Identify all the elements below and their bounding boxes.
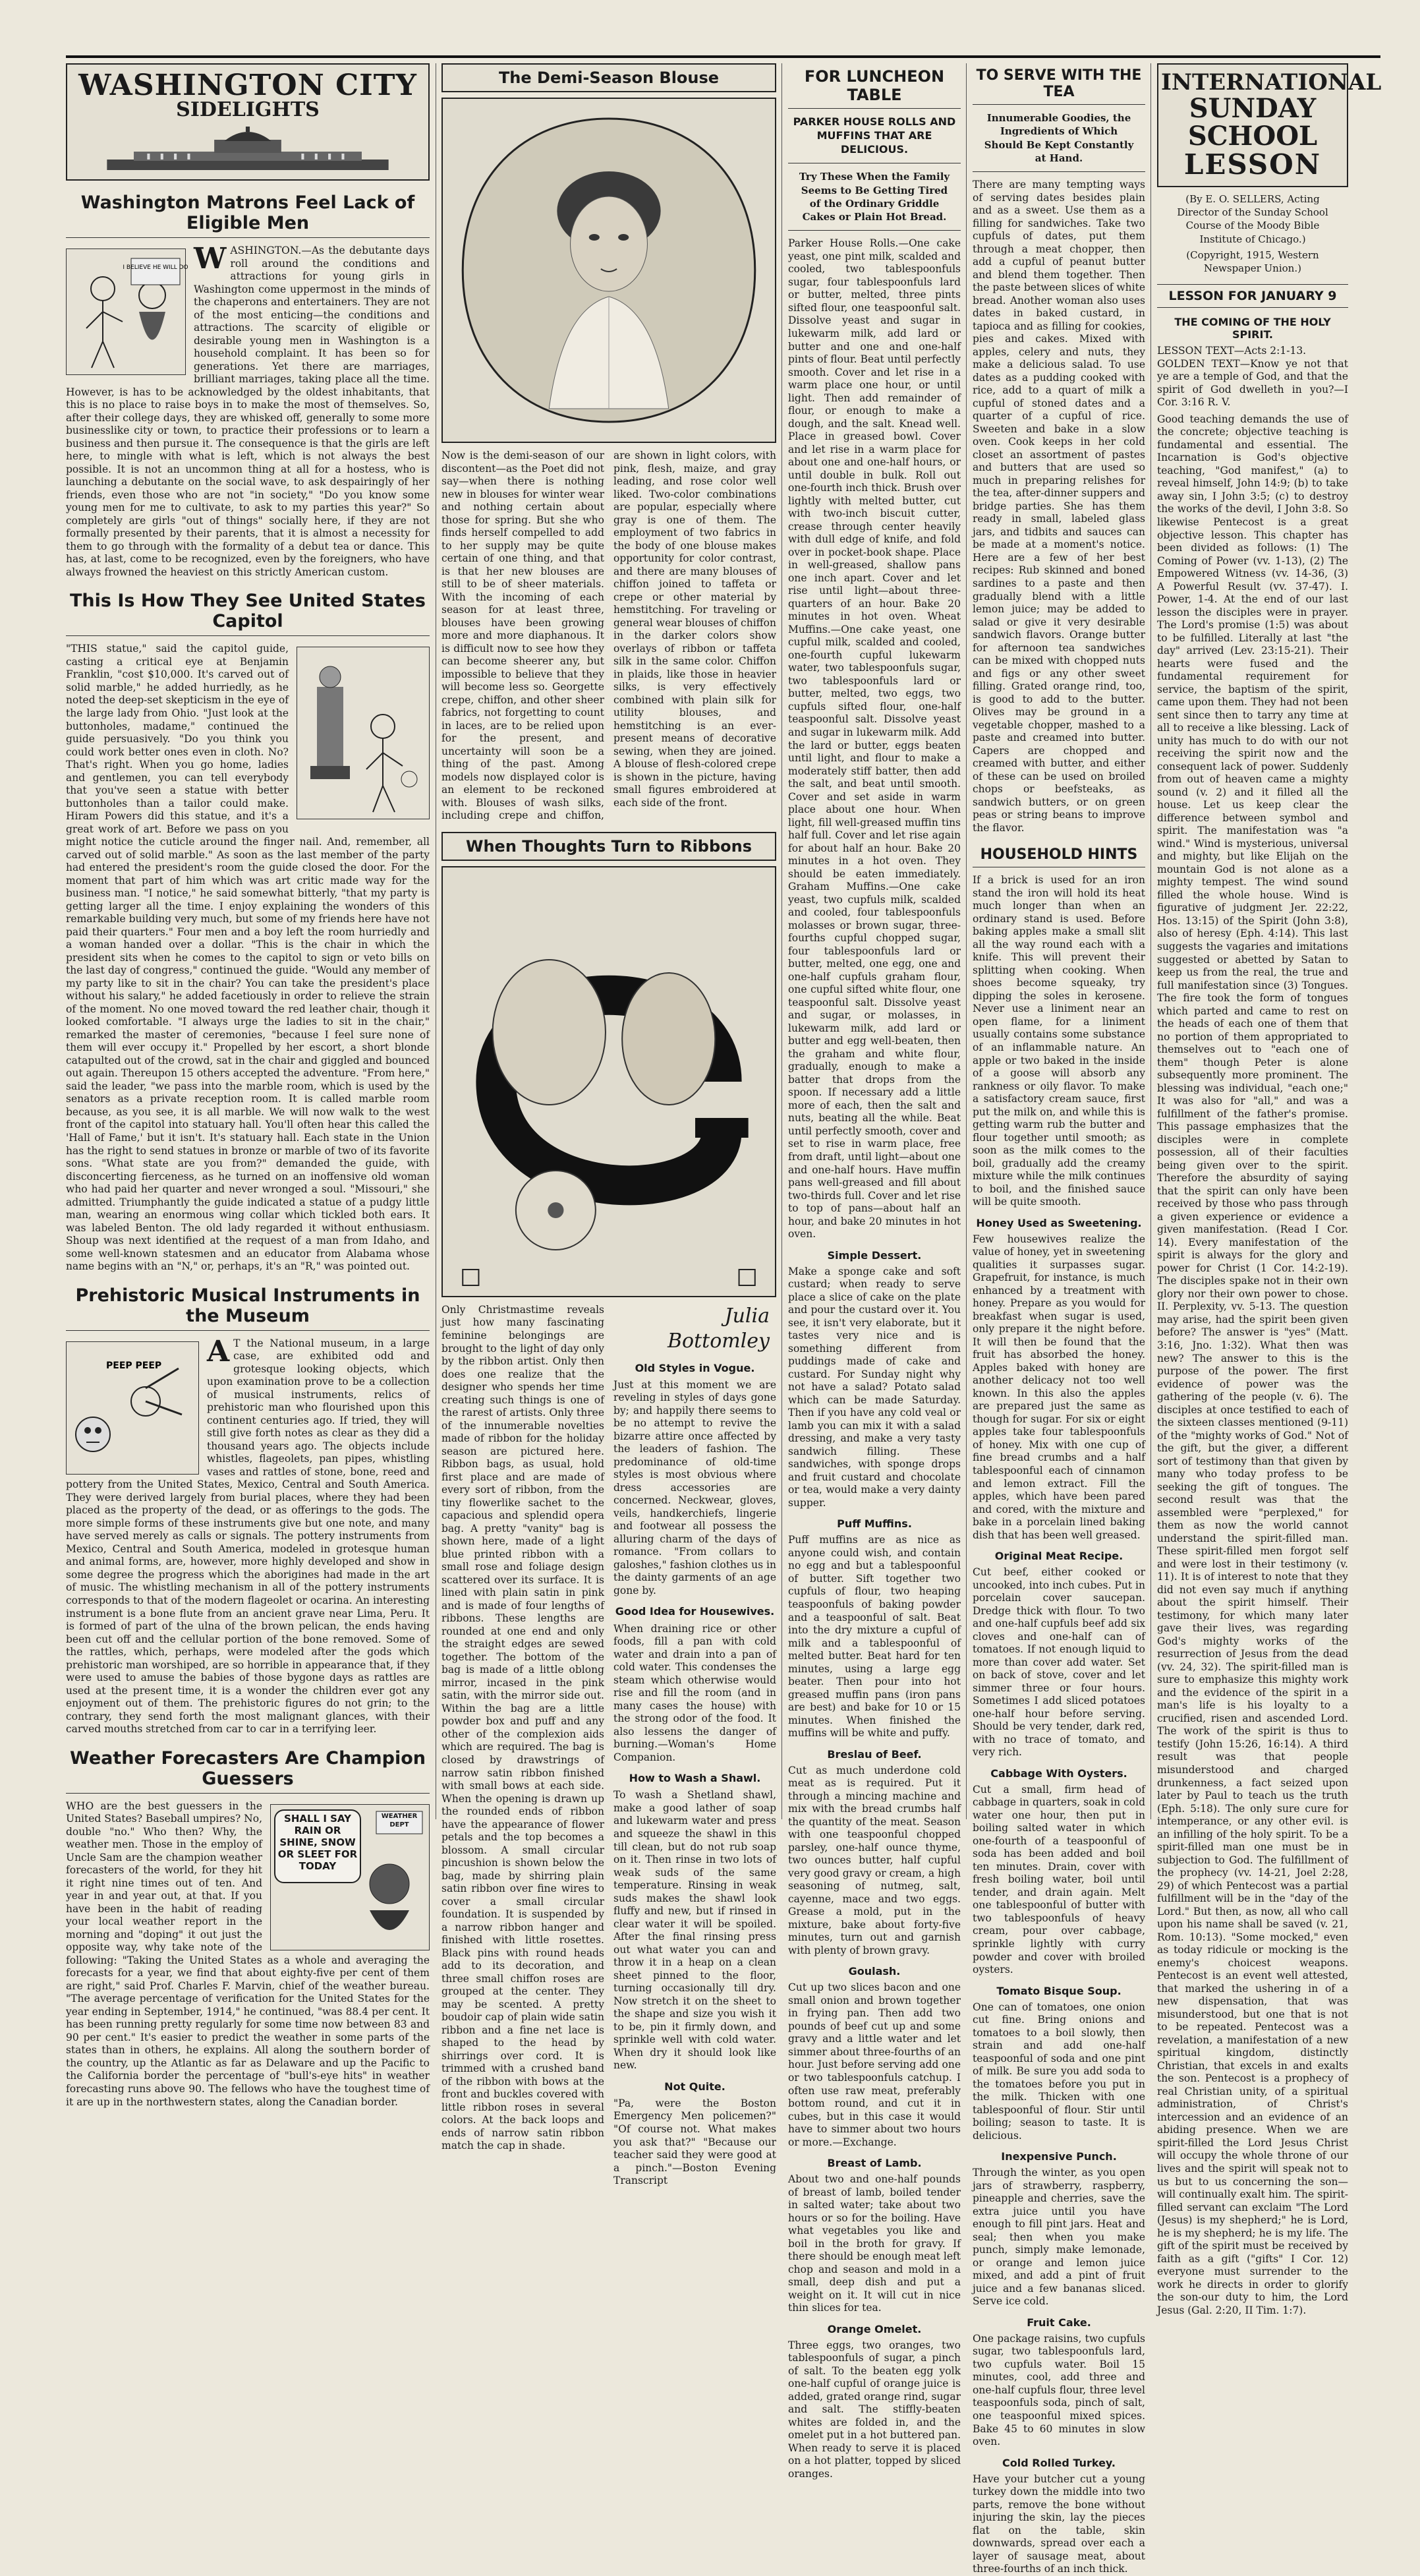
head-dessert: Simple Dessert. [827, 1248, 922, 1262]
article-breast-of-lamb: About two and one-half pounds of breast of lamb, boiled tender in salted water; take about two hours or so for the boiling. Have what vegetables you like and boil in the broth for gravy. If there should be enough meat left chop and season and mold in a small, deep dish and put a weight on it. It will cut in nice thin slices for tea. [788, 2173, 961, 2314]
head-breslau: Breslau of Beef. [827, 1747, 922, 1761]
article-meat-recipe: Cut beef, either cooked or uncooked, into inch cubes. Put in porcelain cover saucepan. Dredge thick with flour. To two and one-half cupfuls beef add six cloves and one-half can of tomatoes. If not enough liquid to more than cover add water. Set on back of stove, cover and let simmer three or four hours. Sometimes I add sliced potatoes one-half hour before serving. Should be very tender, dark red, with no trace of tomato, and very rich. [973, 1566, 1145, 1759]
headline-capitol: This Is How They See United States Capitol [66, 591, 430, 636]
article-fruit-cake: One package raisins, two cupfuls sugar, two tablespoonfuls lard, two cupfuls water. Boil 15 minutes, cool, add three and one-half cupfuls flour, three level teaspoonfuls soda, pinch of salt, one teaspoonful mixed spices. Bake 45 to 60 minutes in slow oven. [973, 2332, 1145, 2448]
article-old-styles: Just at this moment we are reveling in styles of days gone by; and happily there seems to be no attempt to revive the bizarre attire once affected by the leaders of fashion. The predominance of old-time styles is most obvious where dress accessories are concerned. Neckwear, gloves, veils, handkerchiefs, lingerie and footwear all possess the alluring charm of the days of romance. "From collars to galoshes," fashion clothes us in the dainty garments of an age gone by. [613, 1378, 776, 1596]
article-ribbons [441, 1304, 776, 2188]
subhead-luncheon: PARKER HOUSE ROLLS AND MUFFINS THAT ARE DELICIOUS. [793, 115, 956, 156]
article-capitol-body: "THIS statue," said the capitol guide, casting a critical eye at Benjamin Franklin, "cost $10,000. It's carved out of solid marble," he added hurriedly, as he noted the deep-set skepticism in the eye of the large lady from Ohio. "Just look at the buttonholes, madame," continued the guide persuasively. "Do you think you could work better ones even in cloth. No? That's right. When you go home, ladies and gentlemen, you can tell everybody that you've seen a statue with better buttonholes than a tailor could make. Hiram Powers did this statue, and it's a great work of art. Before we pass on you might notice the cuticle around the finger nail. And, remember, all carved out of solid marble." As soon as the last member of the party had entered the president's room the guide closed the door. For the moment that part of him which was art critic made way for the business man. "I notice," he said somewhat bitterly, "that my party is getting larger all the time. I enjoy explaining the wonders of this remarkable building very much, but some of my friends here have not paid their quarters." Four men and a boy left the room hurriedly and a woman handed over a dollar. "This is the chair in which the president sits when he comes to the capitol to sign or veto bills on the last day of congress," continued the guide. "Would any member of my party like to sit in the chair? You can take the president's place without his salary," he added facetiously in order to relieve the strain of the moment. No one moved toward the red leather chair, though it looked comfortable. "I always urge the ladies to sit in the chair," remarked the master of ceremonies, "because I feel sure none of them will ever occupy it." Propelled by her escort, a short blonde catapulted out of the crowd, sat in the chair and giggled and bounced out again. Thereupon 15 others accepted the adventure. "From here," said the leader, "we pass into the marble room, which is used by the senators as a private reception room. It is called marble room because, as you see, it is all marble. We will now walk to the west front of the capitol into statuary hall. You'll often hear this called the 'Hall of Fame,' but it isn't. It's statuary hall. Each state in the Union has the right to send statues in bronze or marble of two of its favorite sons. "What state are you from?" demanded the guide, with disconcerting fierceness, as he turned on an inoffensive old woman who had paid her quarter and never wronged a soul. "Missouri," she admitted. Triumphantly the guide indicated a statue of a pudgy little man, wearing an enormous wing collar which tickled both ears. It was labeled Benton. The old lady regarded it without enthusiasm. Shoup was next identified at the request of a man from Idaho, and some well-known statesmen and an educator from Alabama whose name begins with an "N," or, perhaps, it's an "R," was pointed out. [66, 643, 430, 1273]
top-rule [66, 55, 1380, 58]
lesson-title-line2: SUNDAY SCHOOL [1187, 92, 1318, 152]
article-weather [66, 1800, 430, 2109]
article-tomato-bisque: One can of tomatoes, one onion cut fine. Bring onions and tomatoes to a boil slowly, then strain and add one-half teaspoonful of soda and one pint of milk. Be sure you add soda to the tomatoes before you put in the milk. Thicken with one tablespoonful of flour. Stir until boiling; season to taste. It is delicious. [973, 2001, 1145, 2142]
head-puff-muffins: Puff Muffins. [837, 1517, 912, 1531]
article-luncheon: Parker House Rolls.—One cake yeast, one pint milk, scalded and cooled, two tablespoonfuls sugar, four tablespoonfuls lard or butter, melted, three pints sifted flour, one teaspoonful salt. Dissolve yeast and sugar in lukewarm milk, add lard or butter and one and one-half pints of flour. Beat until perfectly smooth. Cover and let rise in a warm place one hour, or until light. Then add remainder of flour, or enough to make a dough, and the salt. Knead well. Place in greased bowl. Cover and let rise in a warm place for about one and one-half hours, or until double in bulk. Roll out one-fourth inch thick. Brush over lightly with melted butter, cut with two-inch biscuit cutter, crease through center heavily with dull edge of knife, and fold over in pocket-book shape. Place in well-greased, shallow pans one inch apart. Cover and let rise until light—about three-quarters of an hour. Bake 20 minutes in hot oven. Wheat Muffins.—One cake yeast, one cupful milk, scalded and cooled, one-fourth cupful lukewarm water, two tablespoonfuls sugar, two tablespoonfuls lard or butter, melted, two eggs, two cupfuls sifted flour, one-half teaspoonful salt. Dissolve yeast and sugar in lukewarm milk. Add the lard or butter, eggs beaten until light, and flour to make a moderately stiff batter, then add the salt, and beat until smooth. Cover and set aside in warm place about one hour. When light, fill well-greased muffin tins half full. Cover and let rise again for about half an hour. Bake 20 minutes in a hot oven. They should be eaten immediately. Graham Muffins.—One cake yeast, two cupfuls milk, scalded and cooled, four tablespoonfuls molasses or brown sugar, three-fourths cupful chopped sugar, four tablespoonfuls lard or butter, melted, one egg, one and one-half cupfuls graham flour, one cupful sifted white flour, one teaspoonful salt. Dissolve yeast and sugar, or molasses, in lukewarm milk, add lard or butter and egg well-beaten, then the graham and white flour, gradually, enough to make a batter that drops from the spoon. If necessary add a little more of each, then the salt and nuts, beating all the while. Beat until perfectly smooth, cover and set to rise in warm place, free from draft, until light—about one and one-half hours. Have muffin pans well-greased and fill about two-thirds full. Cover and let rise to top of pans—about half an hour, and bake 20 minutes in hot oven. [788, 237, 961, 1241]
head-old-styles: Old Styles in Vogue. [635, 1361, 755, 1374]
lesson-byline: (By E. O. SELLERS, Acting Director of the Sunday School Course of the Moody Bible Institute of Chicago.) [1177, 192, 1328, 245]
head-punch: Inexpensive Punch. [1001, 2150, 1117, 2163]
subhead-tea: Innumerable Goodies, the Ingredients of Which Should Be Kept Constantly at Hand. [984, 112, 1134, 164]
article-orange-omelet: Three eggs, two oranges, two tablespoonfuls of sugar, a pinch of salt. To the beaten egg yolk one-half cupful of orange juice is added, grated orange rind, sugar and salt. The stiffly-beaten whites are folded in, and the omelet put in a hot buttered pan. When ready to serve it is placed on a hot platter, topped by sliced oranges. [788, 2339, 961, 2480]
cartoon-matrons-caption: I BELIEVE HE WILL DO [123, 264, 188, 271]
article-dessert: Make a sponge cake and soft custard; when ready to serve place a slice of cake on the plate and pour the custard over it. You see, it isn't very elaborate, but it tastes very nice and is something different from puddings made of cake and custard. For Sunday night why not have a salad? Potato salad which can be made Saturday. Then if you have any cold veal or lamb you can mix it with a salad dressing, and make a very tasty sandwich filling. These sandwiches, with sponge drops and fruit custard and chocolate or tea, would make a very dainty supper. [788, 1265, 961, 1509]
article-capitol [66, 643, 430, 1273]
capitol-illustration [94, 127, 402, 173]
article-honey: Few housewives realize the value of honey, yet in sweetening qualities it surpasses sugar. Grapefruit, for instance, is much enhanced by a treatment with honey. Prepare as you would for breakfast when sugar is used, only prepare it the night before. It will then be found that the fruit has absorbed the honey. Apples baked with honey are another delicacy not too well known. In this also the apples are prepared just the same as though for sugar. For six or eight apples take four tablespoonfuls of honey. Mix with one cup of fine bread crumbs and a half tablespoonful each of cinnamon and lemon extract. Fill the apples, which have been pared and cored, with the mixture and bake in a porcelain lined baking dish that has been well greased. [973, 1233, 1145, 1541]
tea-divider [973, 171, 1145, 172]
column-lesson [1157, 63, 1382, 2316]
cartoon-capitol [297, 647, 430, 819]
cartoon-museum-caption: PEEP PEEP [106, 1360, 162, 1371]
masthead-line1: WASHINGTON CITY [78, 69, 417, 102]
article-shawl: To wash a Shetland shawl, make a good lather of soap and lukewarm water and press and squeeze the shawl in this till clean, but do not rub soap on it. Then rinse in two lots of weak suds of the same temperature. Rinsing in weak suds makes the shawl look fluffy and new, but if rinsed in clear water it will be spoiled. After the final rinsing press out what water you can and throw it in a heap on a clean sheet pinned to the floor, turning occasionally till dry. Now stretch it on the sheet to the shape and size you wish it to be, pin it firmly down, and sprinkle well with cold water. When dry it should look like new. [613, 1789, 776, 2072]
head-breast-of-lamb: Breast of Lamb. [827, 2157, 922, 2170]
head-meat-recipe: Original Meat Recipe. [994, 1550, 1123, 1563]
lesson-golden-text: GOLDEN TEXT—Know ye not that ye are a temple of God, and that the spirit of God dwelleth in you?—I Cor. 3:16 R. V. [1157, 357, 1348, 409]
masthead-sunday-school-lesson [1157, 63, 1382, 187]
head-tomato-bisque: Tomato Bisque Soup. [996, 1984, 1122, 1997]
lesson-title-line1: INTERNATIONAL [1161, 69, 1382, 96]
masthead-washington-sidelights [66, 63, 430, 181]
head-shawl: How to Wash a Shawl. [629, 1772, 761, 1785]
lesson-text-line: LESSON TEXT—Acts 2:1-13. [1157, 345, 1307, 357]
cartoon-weather-sign: WEATHER DEPT [381, 1812, 418, 1829]
head-cabbage: Cabbage With Oysters. [990, 1767, 1127, 1780]
lesson-topic: THE COMING OF THE HOLY SPIRIT. [1174, 316, 1331, 341]
article-goulash: Cut up two slices bacon and one small onion and brown together in frying pan. Then add two pounds of beef cut up and some gravy and a little water and let simmer about three-fourths of an hour. Just before serving add one or two tablespoonfuls catchup. I often use raw meat, preferably bottom round, and cut it in cubes, but in this case it would have to simmer about two hours or more.—Exchange. [788, 1981, 961, 2148]
column-rule-3 [966, 63, 967, 1819]
blouse-illustration [441, 98, 776, 443]
article-household-hints: If a brick is used for an iron stand the iron will hold its heat much longer than when an ordinary stand is used. Before baking apples make a small slit all the way round each with a knife. This will prevent their splitting when cooking. When shoes become squeaky, try dipping the soles in kerosene. Never use a liniment near an open flame, for a liniment usually contains some substance of an inflammable nature. An apple or two baked in the inside of a goose will absorb any rankness or oily flavor. To make a satisfactory cream sauce, first put the milk on, and while this is getting warm rub the butter and flour together until smooth; as soon as the milk comes to the boil, gradually add the creamy mixture while the milk continues to boil, and the finished sauce will be quite smooth. [973, 874, 1145, 1208]
article-cabbage: Cut a small, firm head of cabbage in quarters, soak in cold water one hour, then put in boiling salted water in which one-fourth of a teaspoonful of soda has been added and boil ten minutes. Drain, cover with fresh boiling water, boil until tender, and drain again. Melt one tablespoonful of butter with two tablespoonfuls of heavy cream, pour over cabbage, sprinkle lightly with curry powder and cover with broiled oysters. [973, 1783, 1145, 1976]
headline-museum: Prehistoric Musical Instruments in the Museum [66, 1285, 430, 1331]
head-orange-omelet: Orange Omelet. [827, 2322, 922, 2335]
headline-matrons: Washington Matrons Feel Lack of Eligible Men [66, 192, 430, 238]
headline-luncheon: FOR LUNCHEON TABLE [788, 67, 961, 109]
signature-julia-bottomley: Julia Bottomley [667, 1304, 770, 1353]
masthead-line2: SIDELIGHTS [176, 98, 320, 121]
column-tea [973, 63, 1145, 2575]
article-museum-body: T the National museum, in a large case, are exhibited odd and grotesque looking objects, which upon examination prove to be a collection of musical instruments, relics of prehistoric man who flourished upon this continent centuries ago. If tried, they will still give forth notes as clear as they did a thousand years ago. The objects include whistles, flageolets, pan pipes, whistling vases and rattles of stone, bone, reed and pottery from the United States, Mexico, Central and South America. They were derived largely from burial places, where they had been placed as the property of the dead, or as offerings to the gods. The more simple forms of these instruments give but one note, and many have served merely as calls or signals. The pottery instruments from Mexico, Central and South America, modeled in grotesque human and animal forms, are, however, more highly developed and show in some degree the progress which the aborigines had made in the art of music. The whistling mechanism in all of the pottery instruments corresponds to that of the modern flageolet or ocarina. An interesting instrument is a bone flute from an ancient grave near Lima, Peru. It is formed of part of the ulna of the brown pelican, the ends having been cut off and the cellular portion of the bone removed. Some of the rattles, which, perhaps, were modeled after the gods which prehistoric man worshiped, are so horrible in appearance that, if they were used to amuse the babies of those bygone days as rattles are used at the present time, it is a wonder the children ever got any enjoyment out of them. The prehistoric figures do not grin; to the contrary, they send forth the most malignant glances, with their carved mouths stretched from car to car in a terrifying leer. [66, 1337, 430, 1736]
column-washington [66, 63, 430, 2108]
luncheon-divider-2 [788, 230, 961, 231]
article-weather-body: WHO are the best guessers in the United States? Baseball umpires? No, double "no." Who then? Why, the weather men. Those in the employ of Uncle Sam are the champion weather forecasters of the world, for they hit it right nine times out of ten. And year in and year out, at that. If you have been in the habit of reading your local weather report in the morning and "doping" it out just the opposite way, why take note of the following: "Taking the United States as a whole and averaging the forecasts for a year, we find that about eighty-five per cent of them are right," said Prof. Charles F. Marvin, chief of the weather bureau. "The average percentage of verification for the United States for the year ending in September, 1914," he continued, "was 88.4 per cent. It has been running pretty regularly for some time now between 83 and 90 per cent." It's easier to predict the weather in some parts of the states than in others, he explains. All along the southern border of the country, up the Atlantic as far as Delaware and up the Pacific to the California border the percentage of "bull's-eye hits" in weather forecasting runs above 90. The fellows who have the toughest time of it are up in the northwestern states, along the Canadian border. [66, 1800, 430, 2108]
ribbons-illustration [441, 866, 776, 1297]
article-puff-muffins: Puff muffins are as nice as anyone could wish, and contain no egg and but a tablespoonful of butter. Sift together two cupfuls of flour, two heaping teaspoonfuls of baking powder and a teaspoonful of salt. Beat into the dry mixture a cupful of milk and a tablespoonful of melted butter. Beat hard for ten minutes, using a large egg beater. Then pour into hot greased muffin pans (iron pans are best) and bake for 10 or 15 minutes. When finished the muffins will be white and puffy. [788, 1534, 961, 1740]
column-fashion [441, 63, 776, 2187]
article-matrons [66, 242, 430, 579]
lesson-title-line3: LESSON [1183, 148, 1322, 181]
lesson-date: LESSON FOR JANUARY 9 [1157, 284, 1348, 308]
cartoon-weather [270, 1804, 430, 1950]
article-museum [66, 1334, 430, 1736]
article-punch: Through the winter, as you open jars of strawberry, raspberry, pineapple and cherries, save the extra juice until you have enough to fill pint jars. Heat and seal; then when you make punch, simply make lemonade, or orange and lemon juice mixed, and add a pint of fruit juice and a few bananas sliced. Serve ice cold. [973, 2167, 1145, 2308]
head-not-quite: Not Quite. [664, 2080, 725, 2093]
lesson-body: Good teaching demands the use of the concrete; objective teaching is fundamental and essential. The Incarnation is God's objective teaching, "God manifest," (a) to reveal himself, John 14:9; (b) to take away sin, I John 3:5; (c) to destroy the works of the devil, I John 3:8. So likewise Pentecost is a great objective lesson. This chapter has been divided as follows: (1) The Coming of Power (vv. 1-13), (2) The Empowered Witness (vv. 14-36, (3) A Powerful Result (vv. 37-47). I. Power, 1-4. At the end of our last lesson the disciples were in prayer. The Lord's promise (1:5) was about to be fulfilled. Literally at last "the day" arrived (Lev. 23:15-21). Their hearts were fused and the fundamental requirement for service, the baptism of the spirit, came upon them. They had not been sent since then to tarry any time at all to receive a like blessing. Lack of unity has much to do with our not receiving the spirit now and the consequent lack of power. Suddenly from out of heaven came a mighty sound (v. 2) and it filled all the house. Let us keep clear the difference between symbol and spirit. The manifestation was "a wind." Wind is mysterious, universal and mighty, but like Elijah on the mountain God is not alone as a mighty tempest. The wind sound filled the whole house. Wind is figurative of judgment Jer. 22:22, Hos. 13:15) of the Spirit (John 3:8), also of heresy (Eph. 4:14). This last suggests the vagaries and imitations suggested or abetted by Satan to keep us from the real, the true and full manifestation since (3) Tongues. The fire took the form of tongues which parted and came to rest on the heads of each one of them that no portion of them appropriated to themselves out to "each one of them" though Peter is alone subsequently more prominent. The blessing was individual, "each one;" It was also for "all," and was a fulfillment of the father's promise. This passage emphasizes that the disciples were in complete possession, all of their faculties being given over to the spirit. Therefore the absurdity of saying that the spirit can only have been received by those who pass through a given experience or evidence a given manifestation. (Read I Cor. 14). Every manifestation of the spirit is always for the glory and power for Christ (1 Cor. 14:2-19). The disciples spake not in their own glory nor their own power to chose. II. Perplexity, vv. 5-13. The question may arise, had the spirit been given before? The answer is "yes" (Matt. 3:16, Jno. 1:32). What then was new? The answer to this is the purpose of the power. The first evidence of power was the gathering of the people (v. 6). The disciples at once testified to each of the sixteen classes mentioned (9-11) of the "mighty works of God." Not of the gift, but the giver, a different sort of testimony than that given by many who today profess to be seeking the gift of tongues. The second result was that the assembled were "perplexed," for them as now the world cannot understand the spirit-filled man. These spirit-filled men forgot self and were lost in their testimony (v. 11). It is of interest to note that they did not even say much if anything about the spirit himself. Their testimony, for which many later gave their lives, was regarding God's mighty works of the resurrection of Jesus from the dead (vv. 24, 32). The spirit-filled man is sure to emphasize this mighty work and the evidence of the spirit in a man's life is his loyalty to a crucified, risen and ascended Lord. The work of the spirit is thus to testify (John 15:26, 16:14). A third result was that people misunderstood and charged drunkenness, a fact seized upon later by Paul to teach us the truth (Eph. 5:18). The only sure cure for intemperance, or any other evil. is an infilling of the holy spirit. To be a spirit-filled man one must be in subjection to God. The fulfillment of the prophecy (vv. 14-21, Joel 2:28, 29) of which Pentecost was a partial fulfillment will be in the "day of the Lord." But then, as now, all who call upon his name shall be saved (v. 21, Rom. 10:13). "Some mocked," even as today ridicule or mocking is the enemy's choicest weapons. Pentecost is an event well attested, that marked the ushering in of a new dispensation, that was misunderstood, but one that is not to be repeated. Pentecost was a revelation, a manifestation of a new spiritual kingdom, distinctly Christian, that excels in and exalts the son. Pentecost is a prophecy of real Christian unity, of a spiritual administration, of Christ's intercession and an evidence of an abiding presence. When we are spirit-filled the Lord Jesus Christ will occupy the whole throne of our lives and the spirit will speak not to us but to us concerning the son—will continually exalt him. The spirit-filled servant can exclaim "The Lord (Jesus) is my shepherd;" he is Lord, he is my shepherd; he is my life. The gift of the spirit must be received by faith as a gift ("gifts" I Cor. 12) everyone must surrender to the work he directs in order to glorify the son-our duty to him, the Lord Jesus (Gal. 2:20, II Tim. 1:7). [1157, 413, 1348, 2316]
dropcap-museum: A [207, 1334, 230, 1368]
article-matrons-body: ASHINGTON.—As the debutante days roll around the conditions and attractions for young girls in Washington come uppermost in the minds of the chaperons and entertainers. They are not of the most enticing—the conditions and attractions. The scarcity of eligible or desirable young men in Washington is a household complaint. It has been so for generations. Yet there are marriages, brilliant marriages, taking place all the time. However, is has to be acknowledged by the oldest inhabitants, that this is no place to raise boys in to make the most of themselves. So, after their college days, they are whisked off, generally to some more businesslike city or town, to practice their professions or to learn a business and then pursue it. The consequence is that the girls are left here, to mingle with what is left, which is not always the best possible. It is not an uncommon thing at all for a hostess, who is launching a debutante on the social wave, to ask despairingly of her friends, even those who are not "in society," "Do you know some young men for me to cultivate, to ask to my parties this year?" So completely are girls "out of things" socially here, if they are not formally presented by their parents, that it is almost a necessity for them to go through with the formality of a debut tea or dance. This has, at last, come to be recognized, even by the foreigners, who have always frowned the heaviest on this strictly American custom. [66, 245, 430, 578]
article-blouse: Now is the demi-season of our discontent—as the Poet did not say—when there is nothing new in blouses for winter wear and nothing certain about those for spring. But she who finds herself compelled to add to her supply may be quite certain of one thing, and that is that her new blouses are still to be of sheer materials. With the incoming of each season for at least three, blouses have been growing more and more diaphanous. It is difficult now to see how they can become sheerer any, but impossible to believe that they will become less so. Georgette crepe, chiffon, and other sheer fabrics, not forgetting to count in laces, are to be relied upon for the present, and uncertainty will soon be a thing of the past. Among models now displayed color is an element to be reckoned with. Blouses of wash silks, including crepe and chiffon, are shown in light colors, with pink, flesh, maize, and gray leading, and rose color well liked. Two-color combinations are popular, especially where gray is one of them. The employment of two fabrics in the body of one blouse makes opportunity for color contrast, and there are many blouses of chiffon joined to taffeta or crepe or other material by hemstitching. For traveling or general wear blouses of chiffon in the darker colors show overlays of ribbon or taffeta silk in the same color. Chiffon in plaids, like those in heavier silks, is very effectively combined with plain silk for utility blouses, and hemstitching is an ever-present means of decorative sewing, when they are joined. A blouse of flesh-colored crepe is shown in the picture, having small figures embroidered at each side of the front. [441, 450, 776, 822]
head-fruit-cake: Fruit Cake. [1027, 2316, 1091, 2329]
lesson-copyright: (Copyright, 1915, Western Newspaper Union.) [1186, 249, 1319, 275]
cartoon-matrons [66, 249, 186, 375]
headline-tea: TO SERVE WITH THE TEA [973, 67, 1145, 105]
article-breslau: Cut as much underdone cold meat as is required. Put it through a mincing machine and mix with the bread crumbs half the quantity of the meat. Season with one teaspoonful chopped parsley, one-half ounce thyme, two ounces butter, half cupful very good gravy or cream, a high seasoning of nutmeg, salt, cayenne, mace and two eggs. Grease a mold, put in the mixture, bake about forty-five minutes, turn out and garnish with plenty of brown gravy. [788, 1764, 961, 1956]
head-goulash: Goulash. [848, 1965, 901, 1978]
dropcap-matrons: W [194, 242, 227, 276]
article-rolled-turkey: Have your butcher cut a young turkey down the middle into two parts, remove the bone without injuring the skin, lay the pieces flat on the table, skin downwards, spread over each a layer of sausage meat, about three-fourths of an inch thick. [973, 2473, 1145, 2575]
cartoon-weather-caption: SHALL I SAY RAIN OR SHINE, SNOW OR SLEET FOR TODAY [277, 1812, 358, 1872]
head-good-idea: Good Idea for Housewives. [615, 1605, 775, 1618]
head-honey: Honey Used as Sweetening. [976, 1216, 1142, 1229]
cartoon-museum [66, 1341, 199, 1475]
column-luncheon [788, 63, 961, 2480]
headline-weather: Weather Forecasters Are Champion Guessers [66, 1748, 430, 1794]
headline-blouse: The Demi-Season Blouse [441, 63, 776, 92]
headline-ribbons: When Thoughts Turn to Ribbons [441, 832, 776, 861]
head-rolled-turkey: Cold Rolled Turkey. [1002, 2456, 1116, 2469]
article-good-idea: When draining rice or other foods, fill a pan with cold water and drain into a pan of cold water. This condenses the steam which otherwise would rise and fill the room (and in many cases the house) with the strong odor of the food. It also lessens the danger of burning.—Woman's Home Companion. [613, 1622, 776, 1763]
column-rule-2 [781, 63, 782, 1819]
column-rule-4 [1150, 63, 1151, 1819]
article-ribbons-body: Only Christmastime reveals just how many fascinating feminine belongings are brought to the light of day only by the ribbon artist. Only then does one realize that the designer who spends her time creating such things is one of the rarest of artists. Only three of the innumerable novelties made of ribbon for the holiday season are pictured here. Ribbon bags, as usual, hold first place and are made of every sort of ribbon, from the tiny flowerlike sachet to the capacious and splendid opera bag. A pretty "vanity" bag is shown here, made of a light blue printed ribbon with a small rose and foliage design scattered over its surface. It is lined with plain satin in pink and is made of four lengths of ribbons. These lengths are rounded at one end and only the straight edges are sewed together. The bottom of the bag is made of a little oblong mirror, incased in the pink satin, with the mirror side out. Within the bag are a little powder box and puff and any other of the complexion aids which are required. The bag is closed by drawstrings of narrow satin ribbon finished with small bows at each side. When the opening is drawn up the rounded ends of ribbon have the appearance of flower petals and the top becomes a blossom. A small circular pincushion is shown below the bag, made by shirring plain satin ribbon over fine wires to cover a small circular foundation. It is suspended by a narrow ribbon hanger and finished with little rosettes. Black pins with round heads add to its decoration, and three small chiffon roses are grouped at the center. They may be scented. A pretty boudoir cap of plain wide satin ribbon and a fine net lace is shaped to the head by shirrings over cord. It is trimmed with a crushed band of the ribbon with bows at the front and buckles covered with little ribbon roses in several colors. At the back loops and ends of narrow satin ribbon match the cap in shade. [441, 1303, 604, 2152]
article-tea: There are many tempting ways of serving dates besides plain and as a sweet. Use them as a filling for sandwiches. Take two cupfuls of dates, put them through a meat chopper, then add a cupful of peanut butter and blend them together. Then the paste between slices of white bread. Another woman also uses dates in baked custard, in tapioca and as filling for cookies, pies and cakes. Mixed with apples, celery and nuts, they make a delicious salad. To use dates as a pudding cooked with rice, add to a quart of milk a cupful of stoned dates and a quarter of a cupful of rice. Sweeten and bake in a slow oven. Cook keeps in her cold closet an assortment of pastes and butters that are used so much in preparing relishes for the tea, after-dinner suppers and bridge parties. She has them ready in small, labeled glass jars, and tidbits and sauces can be made at a moment's notice. Here are a few of her best recipes: Rub skinned and boned sardines to a paste and then gradually blend with a little lemon juice; may be added to salad or give it very desirable sandwich flavors. Orange butter for afternoon tea sandwiches can be mixed with chopped nuts and figs or any other sweet filling. Grated orange rind, too, is good to add to the butter. Olives may be ground in a vegetable chopper, mashed to a paste and creamed into butter. Capers are chopped and creamed with butter, and either of these can be used on broiled chops or beefsteaks, as sandwich butters, or on green peas or string beans to improve the flavor. [973, 179, 1145, 834]
tagline-luncheon: Try These When the Family Seems to Be Getting Tired of the Ordinary Griddle Cakes or Plain Hot Bread. [799, 171, 950, 223]
article-not-quite: "Pa, were the Boston Emergency Men policemen?" "Of course not. What makes you ask that?" "Because our teacher said they were good at a pinch."—Boston Evening Transcript [613, 2097, 776, 2187]
headline-household-hints: HOUSEHOLD HINTS [973, 846, 1145, 867]
